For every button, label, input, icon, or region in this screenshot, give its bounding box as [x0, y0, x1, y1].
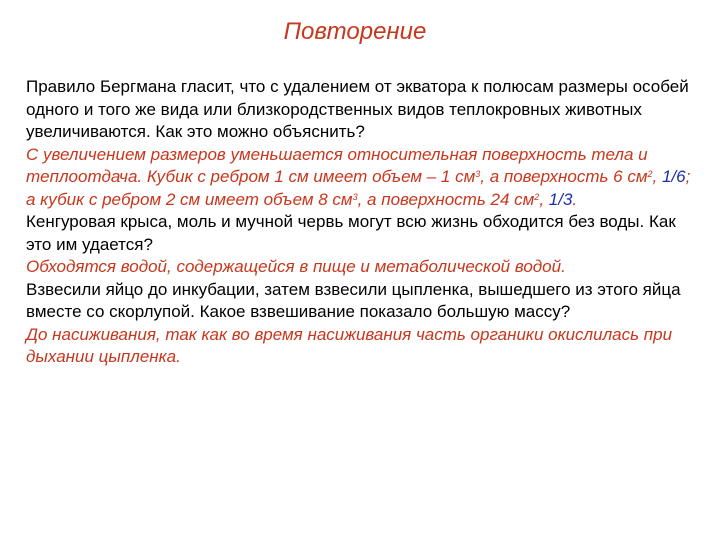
separator-comma: , [539, 189, 549, 209]
question-egg-weighing: Взвесили яйцо до инкубации, затем взвесили цыпленка, вышедшего из этого яйца вместе со скорлупой. Какое взвешивание показало большую массу? [26, 279, 681, 321]
slide-body [26, 76, 698, 369]
answer-bergmann [26, 144, 698, 212]
square-exponent: 2 [534, 191, 540, 202]
answer-egg-weighing: До насиживания, так как во время насиживания часть органики окислилась при дыхании цыпленка. [26, 324, 673, 366]
cube-exponent: 3 [352, 191, 358, 202]
answer-bergmann-part-4: , а поверхность 24 см [357, 189, 535, 209]
answer-bergmann-part-1: С увеличением размеров уменьшается относительная поверхность тела и теплоотдача. Кубик с ребром 1 см имеет объем – 1 см [26, 144, 648, 186]
square-exponent: 2 [647, 169, 653, 179]
answer-bergmann-part-2: , а поверхность 6 см [480, 167, 648, 186]
question-bergmann: Правило Бергмана гласит, что с удалением от экватора к полюсам размеры особей одного и того же вида или близкородственных видов теплокровных животных увеличиваются. Как это можно объяснить? [26, 77, 689, 141]
answer-bergmann-part-3: ; а кубик с ребром 2 см имеет объем 8 см [26, 167, 691, 209]
cube-exponent: 3 [475, 169, 481, 179]
question-kangaroo-rat: Кенгуровая крыса, моль и мучной червь могут всю жизнь обходится без воды. Как это им удается? [26, 212, 676, 254]
answer-kangaroo-rat: Обходятся водой, содержащейся в пище и метаболической водой. [26, 257, 566, 276]
slide-title: Повторение [283, 18, 427, 45]
separator-comma: , [652, 167, 662, 186]
answer-bergmann-period: . [572, 189, 578, 209]
surface-ratio-small-cube: 1/6 [661, 167, 686, 186]
surface-ratio-large-cube: 1/3 [548, 189, 573, 209]
